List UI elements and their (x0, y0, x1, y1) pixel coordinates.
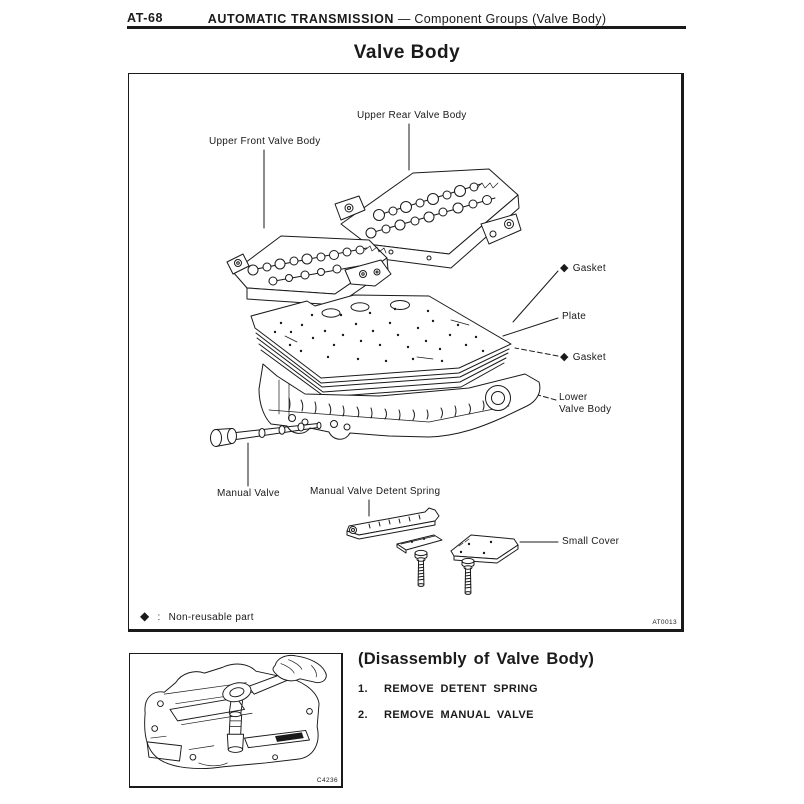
label-gasket-bottom: ◆ Gasket (560, 351, 606, 363)
procedure-step (358, 709, 688, 721)
photo-figure-code: C4236 (316, 777, 338, 784)
running-header-dash: — (397, 12, 411, 26)
figure-legend: ◆ : Non-reusable part (140, 609, 254, 623)
plate-and-gaskets-drawing (251, 295, 511, 397)
label-small-cover: Small Cover (562, 536, 620, 547)
detent-spring-drawing (347, 508, 442, 553)
procedure-section (358, 650, 688, 721)
cover-bolt-right (462, 558, 474, 594)
label-upper-front-valve-body: Upper Front Valve Body (209, 136, 321, 147)
running-header-subsection: Component Groups (Valve Body) (414, 12, 607, 26)
label-manual-valve-detent-spring: Manual Valve Detent Spring (310, 486, 441, 497)
upper-front-valve-body-drawing (227, 236, 391, 305)
non-reusable-diamond-icon: ◆ (560, 351, 569, 363)
running-header (128, 12, 686, 26)
figure-code: AT0013 (652, 619, 677, 626)
header-rule (127, 26, 686, 29)
procedure-figure (129, 653, 343, 788)
exploded-view-figure (128, 73, 684, 632)
small-cover-drawing (451, 535, 518, 563)
label-gasket-top: ◆ Gasket (560, 262, 606, 274)
procedure-step (358, 683, 688, 695)
non-reusable-diamond-icon: ◆ (140, 609, 150, 623)
step-number: 2. (358, 709, 368, 721)
label-manual-valve: Manual Valve (217, 488, 280, 499)
step-text: REMOVE MANUAL VALVE (384, 709, 534, 721)
page-title: Valve Body (353, 42, 461, 63)
manual-valve-drawing (211, 422, 322, 446)
non-reusable-diamond-icon: ◆ (560, 262, 569, 274)
label-upper-rear-valve-body: Upper Rear Valve Body (357, 110, 467, 121)
socket-extension (227, 700, 243, 753)
procedure-heading: (Disassembly of Valve Body) (358, 650, 595, 668)
hand (273, 655, 326, 682)
step-text: REMOVE DETENT SPRING (384, 683, 538, 695)
page-number: AT-68 (127, 11, 164, 25)
step-number: 1. (358, 683, 368, 695)
cover-bolt-left (415, 550, 427, 586)
label-lower-valve-body: Lower Valve Body (559, 392, 612, 415)
running-header-section: AUTOMATIC TRANSMISSION (207, 12, 395, 26)
procedure-drawing (130, 654, 338, 783)
label-plate: Plate (562, 311, 587, 322)
